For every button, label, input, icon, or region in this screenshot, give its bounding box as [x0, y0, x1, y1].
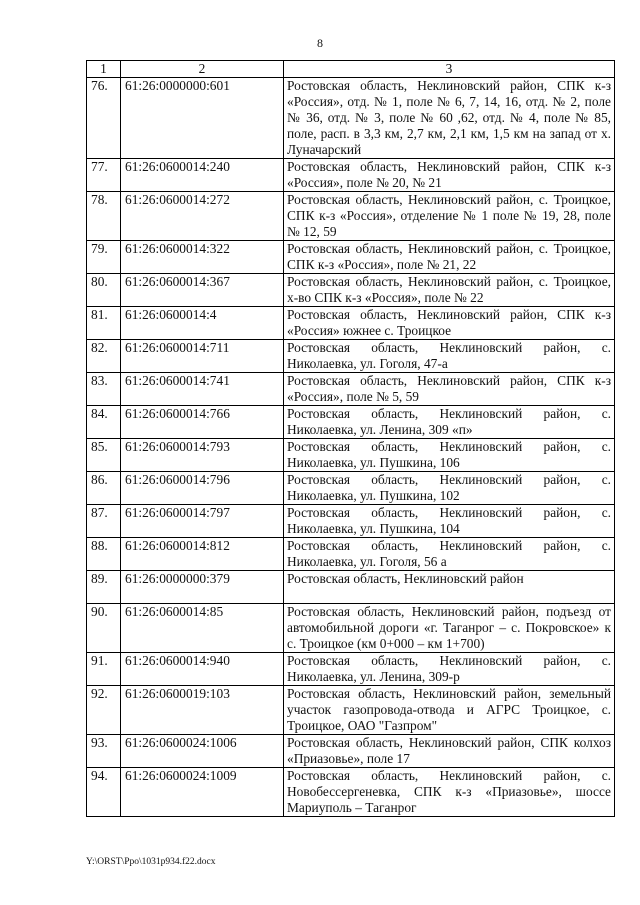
address: Ростовская область, Неклиновский район, с. Новобессергеневка, СПК к-з «Приазовье», шоссе Мариуполь – Таганрог: [284, 768, 615, 817]
address: Ростовская область, Неклиновский район, с. Николаевка, ул. Гоголя, 47-а: [284, 340, 615, 373]
cadastral-number: 61:26:0600014:367: [121, 274, 284, 307]
column-header-1: 1: [87, 61, 121, 78]
row-number: 80.: [87, 274, 121, 307]
address: Ростовская область, Неклиновский район, с. Николаевка, ул. Гоголя, 56 а: [284, 538, 615, 571]
address: Ростовская область, Неклиновский район, с. Николаевка, ул. Пушкина, 102: [284, 472, 615, 505]
table-row: [87, 241, 615, 274]
cadastral-number: 61:26:0600014:741: [121, 373, 284, 406]
row-number: 81.: [87, 307, 121, 340]
row-number: 89.: [87, 571, 121, 604]
cadastral-number: 61:26:0600024:1009: [121, 768, 284, 817]
cadastral-number: 61:26:0600014:812: [121, 538, 284, 571]
address: Ростовская область, Неклиновский район: [284, 571, 615, 604]
cadastral-number: 61:26:0000000:379: [121, 571, 284, 604]
cadastral-number: 61:26:0600014:793: [121, 439, 284, 472]
cadastral-number: 61:26:0600014:940: [121, 653, 284, 686]
address: Ростовская область, Неклиновский район, СПК колхоз «Приазовье», поле 17: [284, 735, 615, 768]
cadastral-number: 61:26:0600014:85: [121, 604, 284, 653]
cadastral-number: 61:26:0600019:103: [121, 686, 284, 735]
row-number: 87.: [87, 505, 121, 538]
table-row: [87, 307, 615, 340]
table-row: [87, 571, 615, 604]
table-row: [87, 439, 615, 472]
page-number: 8: [317, 36, 323, 50]
cadastral-number: 61:26:0600014:797: [121, 505, 284, 538]
address: Ростовская область, Неклиновский район, СПК к-з «Россия», отд. № 1, поле № 6, 7, 14, 16, отд. № 2, поле № 36, отд. № 3, поле № 60 ,62, отд. № 4, поле № 85, поле, расп. в 3,3 км, 2,7 км, 2,1 км, 1,5 км на запад от х. Луначарский: [284, 78, 615, 159]
address: Ростовская область, Неклиновский район, СПК к-з «Россия» южнее с. Троицкое: [284, 307, 615, 340]
row-number: 76.: [87, 78, 121, 159]
address: Ростовская область, Неклиновский район, СПК к-з «Россия», поле № 20, № 21: [284, 159, 615, 192]
table-row: [87, 373, 615, 406]
address: Ростовская область, Неклиновский район, с. Николаевка, ул. Ленина, 309-р: [284, 653, 615, 686]
cadastral-number: 61:26:0000000:601: [121, 78, 284, 159]
row-number: 85.: [87, 439, 121, 472]
table-row: [87, 192, 615, 241]
row-number: 88.: [87, 538, 121, 571]
table-row: [87, 274, 615, 307]
row-number: 90.: [87, 604, 121, 653]
address: Ростовская область, Неклиновский район, с. Николаевка, ул. Ленина, 309 «п»: [284, 406, 615, 439]
address: Ростовская область, Неклиновский район, СПК к-з «Россия», поле № 5, 59: [284, 373, 615, 406]
row-number: 93.: [87, 735, 121, 768]
table-row: [87, 159, 615, 192]
table-row: [87, 406, 615, 439]
cadastral-number: 61:26:0600014:4: [121, 307, 284, 340]
table-row: [87, 768, 615, 817]
address: Ростовская область, Неклиновский район, с. Николаевка, ул. Пушкина, 106: [284, 439, 615, 472]
table-row: [87, 686, 615, 735]
row-number: 84.: [87, 406, 121, 439]
row-number: 77.: [87, 159, 121, 192]
cadastral-number: 61:26:0600014:322: [121, 241, 284, 274]
table-row: [87, 472, 615, 505]
file-path-footer: Y:\ORST\Ppo\1031p934.f22.docx: [86, 857, 216, 867]
column-header-2: 2: [121, 61, 284, 78]
cadastral-number: 61:26:0600024:1006: [121, 735, 284, 768]
address: Ростовская область, Неклиновский район, подъезд от автомобильной дороги «г. Таганрог – с. Покровское» к с. Троицкое (км 0+000 – км 1+700): [284, 604, 615, 653]
address: Ростовская область, Неклиновский район, земельный участок газопровода-отвода и АГРС Троицкое, с. Троицкое, ОАО "Газпром": [284, 686, 615, 735]
table-header-row: [87, 61, 615, 78]
row-number: 92.: [87, 686, 121, 735]
row-number: 78.: [87, 192, 121, 241]
table-row: [87, 538, 615, 571]
table-row: [87, 735, 615, 768]
cadastral-number: 61:26:0600014:272: [121, 192, 284, 241]
row-number: 82.: [87, 340, 121, 373]
row-number: 86.: [87, 472, 121, 505]
table-row: [87, 505, 615, 538]
cadastral-number: 61:26:0600014:711: [121, 340, 284, 373]
row-number: 94.: [87, 768, 121, 817]
address: Ростовская область, Неклиновский район, с. Троицкое, х-во СПК к-з «Россия», поле № 22: [284, 274, 615, 307]
cadastral-number: 61:26:0600014:796: [121, 472, 284, 505]
land-plots-table: [86, 60, 615, 817]
table-body: [87, 78, 615, 817]
column-header-3: 3: [284, 61, 615, 78]
table-row: [87, 78, 615, 159]
address: Ростовская область, Неклиновский район, с. Николаевка, ул. Пушкина, 104: [284, 505, 615, 538]
cadastral-number: 61:26:0600014:766: [121, 406, 284, 439]
address: Ростовская область, Неклиновский район, с. Троицкое, СПК к-з «Россия», отделение № 1 поле № 19, 28, поле № 12, 59: [284, 192, 615, 241]
row-number: 79.: [87, 241, 121, 274]
table-row: [87, 653, 615, 686]
address: Ростовская область, Неклиновский район, с. Троицкое, СПК к-з «Россия», поле № 21, 22: [284, 241, 615, 274]
row-number: 83.: [87, 373, 121, 406]
cadastral-number: 61:26:0600014:240: [121, 159, 284, 192]
table-row: [87, 340, 615, 373]
row-number: 91.: [87, 653, 121, 686]
table-row: [87, 604, 615, 653]
